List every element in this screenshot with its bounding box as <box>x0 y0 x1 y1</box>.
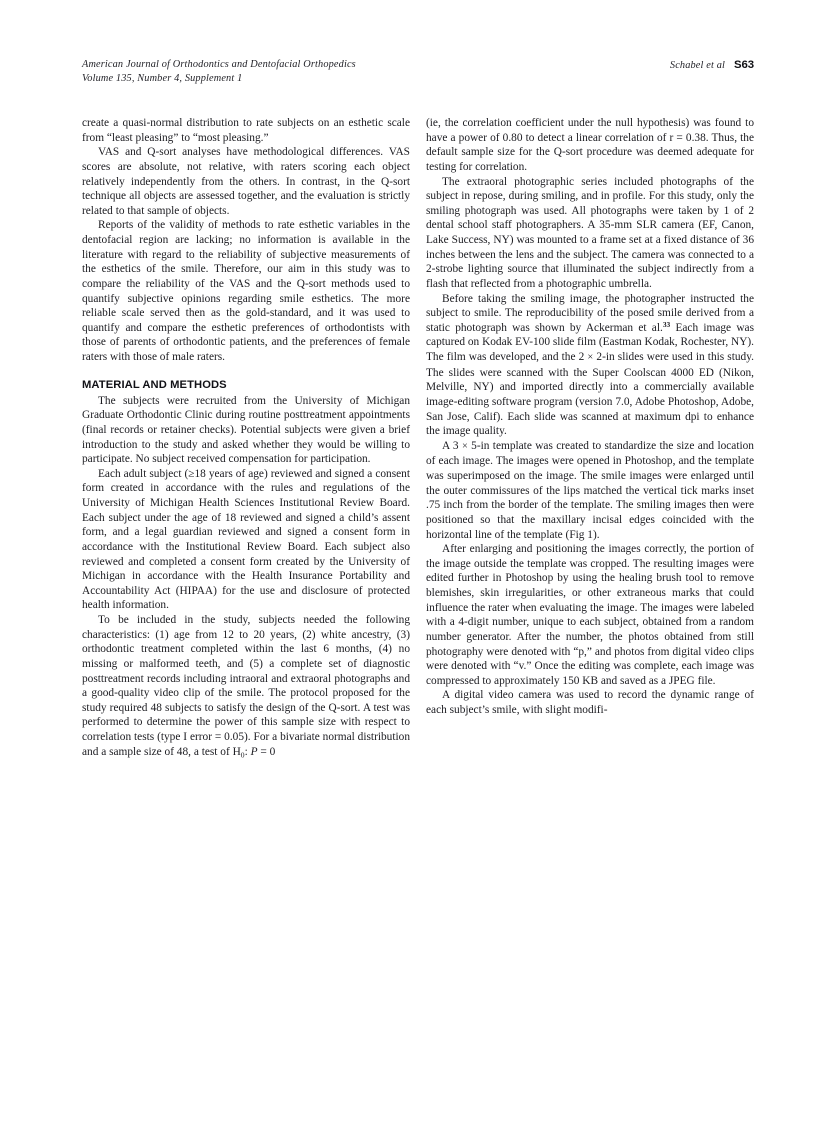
running-head-journal <box>82 58 356 87</box>
paragraph-text: = 0 <box>257 745 276 758</box>
column-left <box>82 116 410 759</box>
subscript-null: 0 <box>240 750 245 760</box>
paragraph <box>426 439 754 542</box>
running-head-authors: Schabel et al <box>669 60 726 71</box>
citation-reference: 33 <box>662 319 671 329</box>
paragraph: The extraoral photographic series included photographs of the subject in repose, during smiling, and in profile. For this study, only the smiling photograph was used. All photographs were taken by 1 of 2 dental school staff photographers. A 35-mm SLR camera (EF, Canon, Lake Success, NY) was mounted to a frame set at a fixed distance of 36 inches between the lens and the subject. The camera was connected to a 2-strobe lighting source that illuminated the subject indirectly from a flash that reflected from a photographic umbrella. <box>426 175 754 290</box>
paragraph-text: A 3 <box>442 439 462 452</box>
paragraph <box>82 613 410 759</box>
paragraph-text: : <box>244 745 251 758</box>
paragraph: (ie, the correlation coefficient under the null hypothesis) was found to have a power of 0.80 to detect a linear correlation of r = 0.38. Thus, the default sample size for the Q-sort procedure was deemed adequate for testing for correlation. <box>426 117 754 173</box>
multiplication-sign: × <box>461 440 468 452</box>
paragraph: A digital video camera was used to record the dynamic range of each subject’s smile, with slight modifi- <box>426 689 754 716</box>
paragraph: The subjects were recruited from the University of Michigan Graduate Orthodontic Clinic during routine posttreatment appointments (final records or retainer checks). Potential subjects were given a brief introduction to the study and asked whether they would be willing to participate. No subject received compensation for participation. <box>82 394 410 466</box>
paragraph: VAS and Q-sort analyses have methodological differences. VAS scores are absolute, not relative, with raters scoring each object relatively independently from the others. In contrast, in the Q-sort technique all objects are assessed together, and the evaluation is strictly related to that sample of objects. <box>82 146 410 217</box>
column-right <box>426 116 754 718</box>
paragraph: After enlarging and positioning the images correctly, the portion of the image outside the template was cropped. The resulting images were edited further in Photoshop by using the healing brush tool to remove blemishes, skin irregularities, or other extraneous marks that could influence the rater when evaluating the image. The images were labeled with a 4-digit number, unique to each subject, obtained from a random number generator. After the number, the photos obtained from still photography were denoted with “p,” and photos from digital video clips were denoted with “v.” Once the editing was complete, each image was compressed to approximately 150 KB and saved as a JPEG file. <box>426 543 754 687</box>
paragraph-text: 2-in slides were used in this study. The slides were scanned with the Super Coolscan 4000 ED (Nikon, Melville, NY) and imported directly into a commercially available image-editing software program (version 7.0, Adobe Photoshop, Adobe, San Jose, Calif). Each slide was scanned at maximum dpi to enhance the image quality. <box>426 351 754 438</box>
multiplication-sign: × <box>587 352 594 363</box>
paragraph: create a quasi-normal distribution to rate subjects on an esthetic scale from “least pleasing” to “most pleasing.” <box>82 117 410 144</box>
section-heading-material-and-methods: MATERIAL AND METHODS <box>82 379 227 392</box>
journal-title-line: American Journal of Orthodontics and Dentofacial Orthopedics <box>82 59 356 70</box>
journal-volume-line: Volume 135, Number 4, Supplement 1 <box>82 73 243 85</box>
paragraph-text: 5-in template was created to standardize the size and location of each image. The images were opened in Photoshop, and the template was superimposed on the image. The smile images were enlarged until the outer commissures of the lips matched the vertical tick marks inset .75 inch from the border of the template. The smiling images then were positioned so that the maxillary incisal edges coincided with the horizontal line of the template (Fig 1). <box>426 439 754 541</box>
paragraph: Reports of the validity of methods to rate esthetic variables in the dentofacial region are lacking; no information is available in the literature with regard to the reliability of subjective measurements of the esthetics of the smile. Therefore, our aim in this study was to compare the reliability of the VAS and the Q-sort methods used to quantify subjective opinions regarding smile esthetics. The more reliable scale served then as the gold-standard, and it was used to quantify and compare the esthetic preferences of orthodontists with those of parents of orthodontic patients, and the preferences of female raters with those of male raters. <box>82 219 410 363</box>
running-head <box>82 58 754 92</box>
page-number: S63 <box>734 59 754 71</box>
paragraph-text: Before taking the smiling image, the photographer instructed the subject to smile. The reproducibility of the posed smile derived from a static photograph was shown by Ackerman et al. <box>426 292 754 334</box>
paragraph: Each adult subject (≥18 years of age) reviewed and signed a consent form created in accordance with the rules and regulations of the University of Michigan Health Sciences Institutional Review Board. Each subject under the age of 18 reviewed and signed a child’s assent form, and a legal guardian reviewed and signed a consent form in accordance with the Institutional Review Board. Each subject also reviewed and completed a consent form created by the University of Michigan in accordance with the Health Insurance Portability and Accountability Act (HIPAA) for the use and disclosure of protected health information. <box>82 467 410 612</box>
paragraph-text: Each image was captured on Kodak EV-100 slide film (Eastman Kodak, Rochester, NY). The film was developed, and the 2 <box>426 321 755 363</box>
running-head-right <box>670 58 754 73</box>
paragraph <box>426 292 754 439</box>
italic-variable-p: P <box>250 745 258 758</box>
paragraph-text: To be included in the study, subjects needed the following characteristics: (1) age from 12 to 20 years, (2) white ancestry, (3) orthodontic treatment completed within the last 6 months, (4) no missing or malformed teeth, and (5) a complete set of diagnostic posttreatment records including intraoral and extraoral photographs and a good-quality video clip of the smile. The protocol proposed for the study required 48 subjects to satisfy the design of the Q-sort. A test was performed to determine the power of this sample size with respect to correlation tests (type I error = 0.05). For a bivariate normal distribution and a sample size of 48, a test of H <box>82 614 410 758</box>
